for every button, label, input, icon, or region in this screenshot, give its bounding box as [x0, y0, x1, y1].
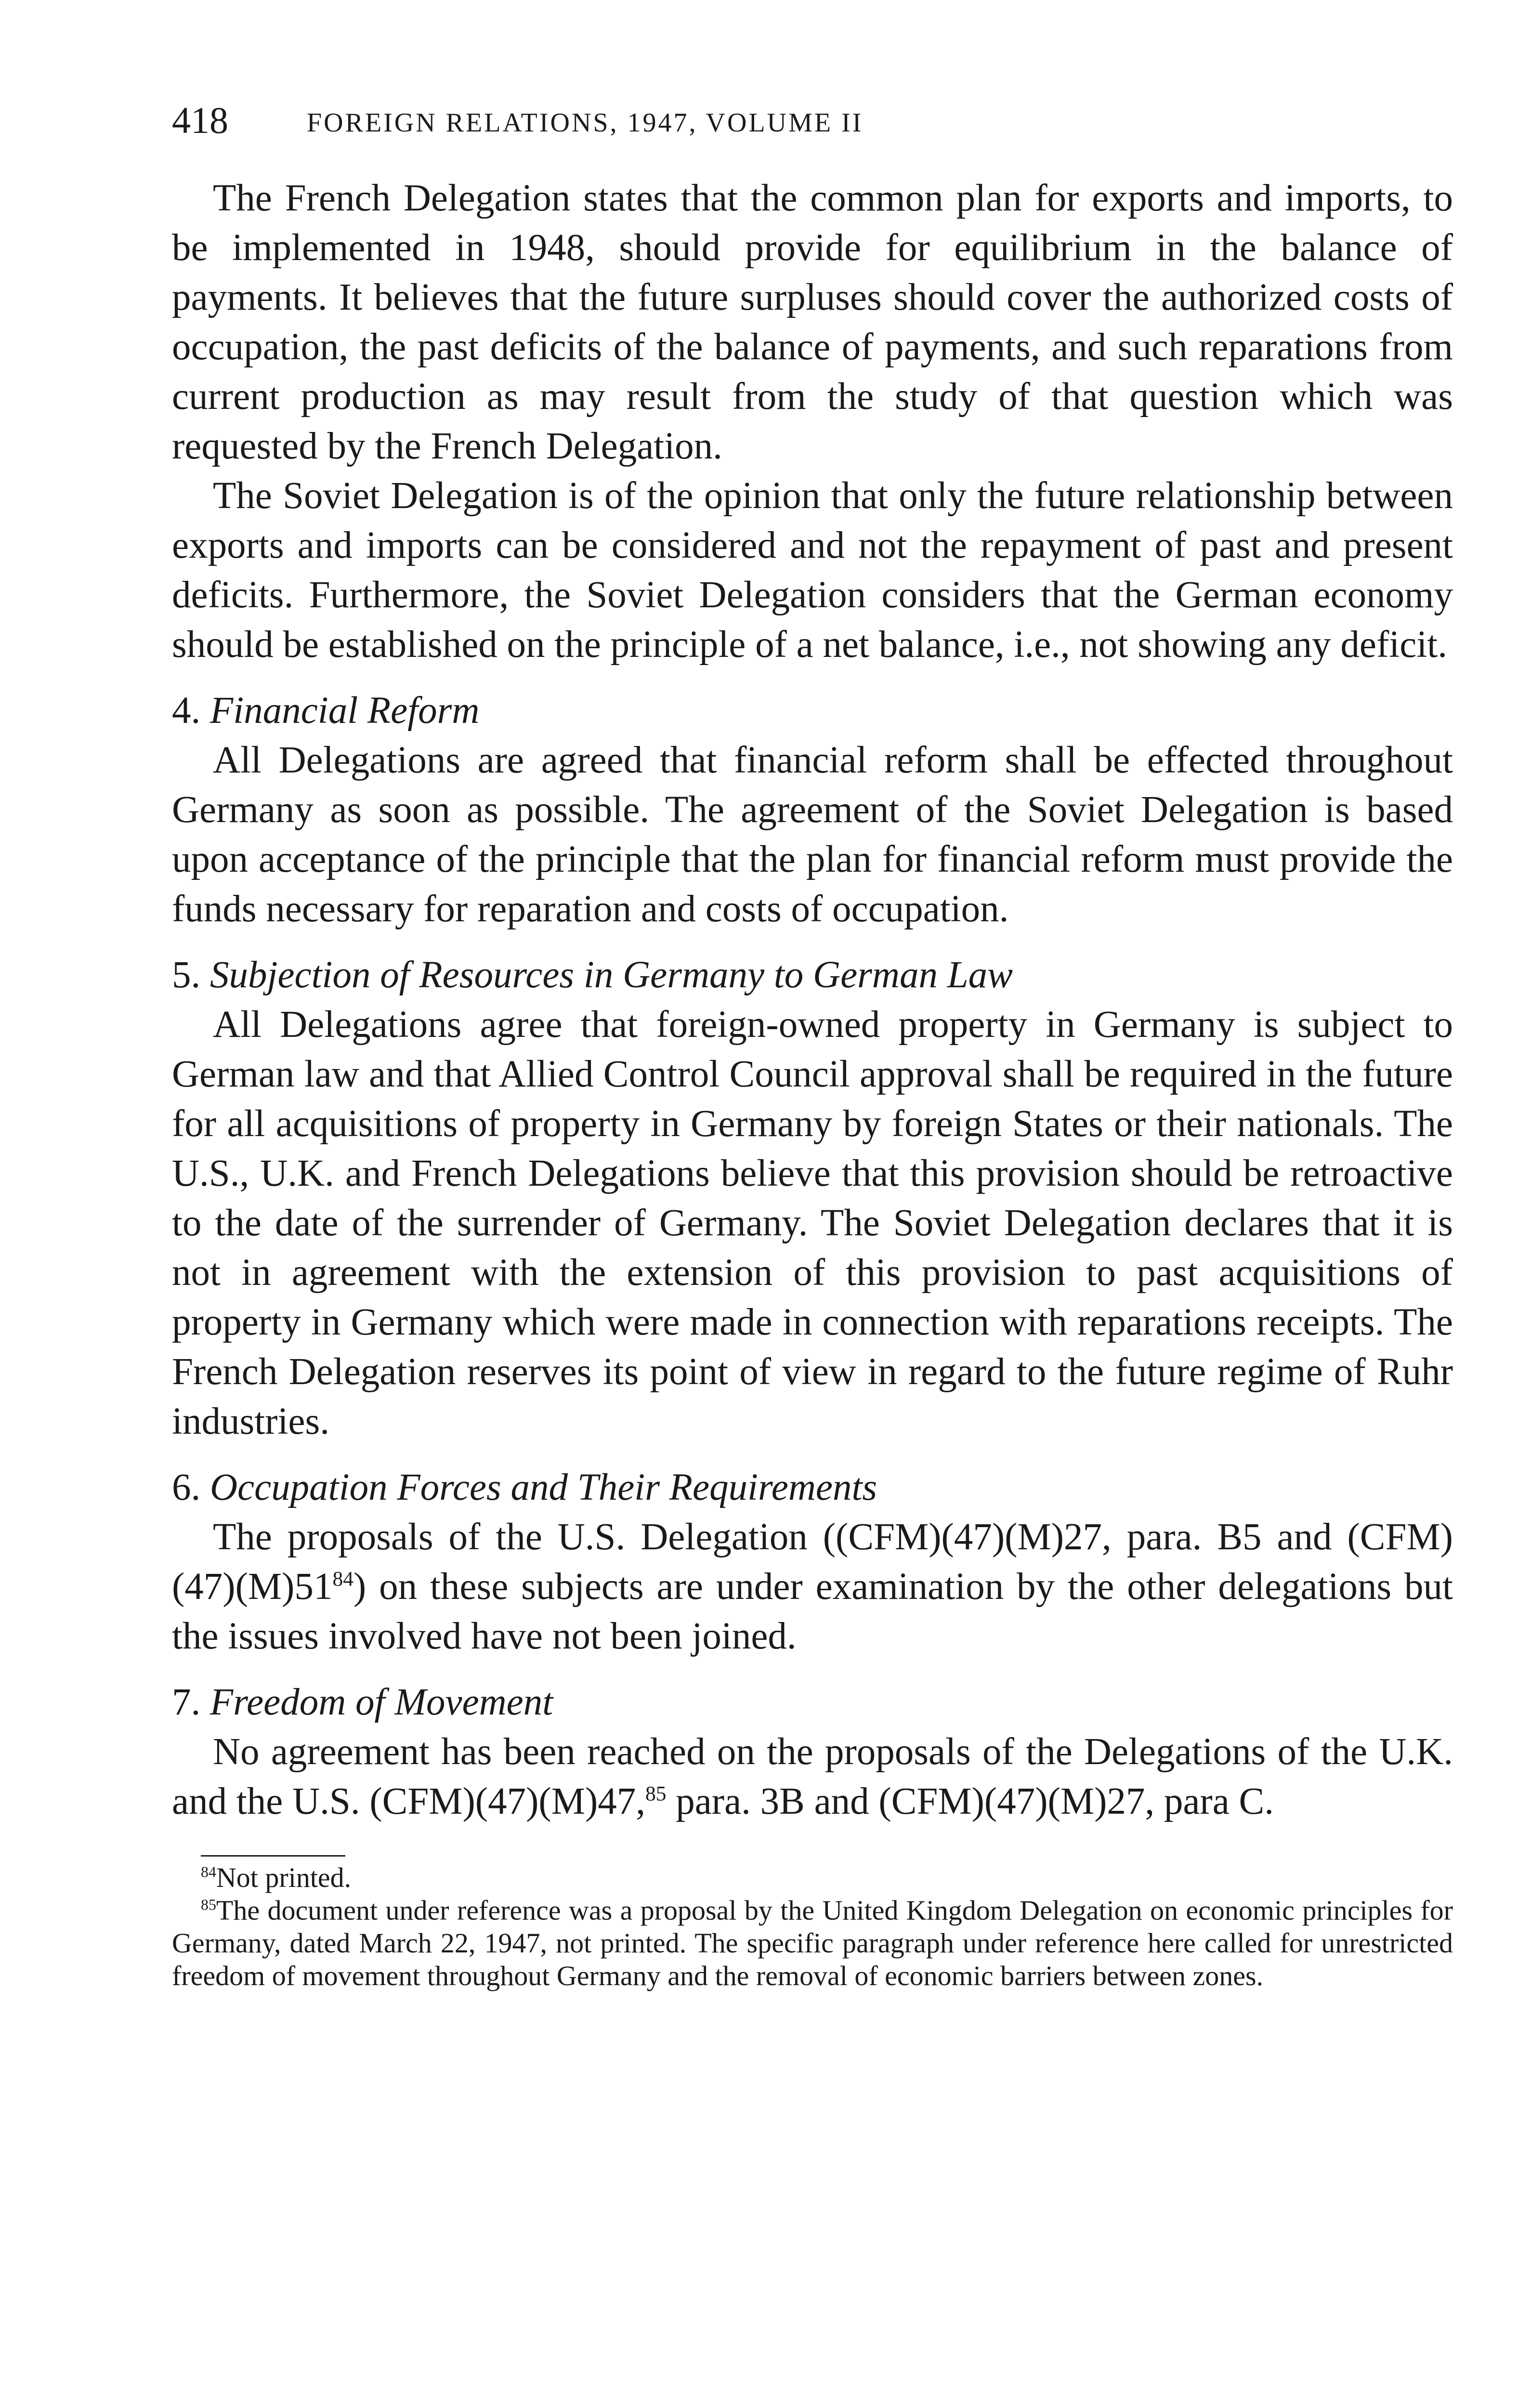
document-page	[172, 96, 1453, 1992]
section-number: 5.	[172, 954, 201, 996]
section-title: Freedom of Movement	[210, 1681, 553, 1723]
section-body-freedom-of-movement	[172, 1727, 1453, 1826]
footnote-marker: 84	[201, 1863, 216, 1881]
paragraph-french-delegation: The French Delegation states that the common plan for exports and imports, to be implemented in 1948, should provide for equilibrium in the balance of payments. It believes that the future surpluses should cover the authorized costs of occupation, the past deficits of the balance of payments, and such reparations from current production as may result from the study of that question which was requested by the French Delegation.	[172, 177, 1453, 467]
section-body-text: The proposals of the U.S. Delegation ((CFM)(47)(M)27, para. B5 and (CFM)(47)(M)51	[172, 1516, 1453, 1608]
section-number: 6.	[172, 1466, 201, 1508]
section-body-text: ) on these subjects are under examination by the other delegations but the issues involved have not been joined.	[172, 1566, 1453, 1657]
running-head	[172, 96, 1453, 149]
footnote-text: The document under reference was a proposal by the United Kingdom Delegation on economic principles for Germany, dated March 22, 1947, not printed. The specific paragraph under reference here called for unrestricted freedom of movement throughout Germany and the removal of economic barriers between zones.	[172, 1895, 1453, 1991]
section-body-subjection-of-resources: All Delegations agree that foreign-owned property in Germany is subject to German law and that Allied Control Council approval shall be required in the future for all acquisitions of property in Germany by foreign States or their nationals. The U.S., U.K. and French Delegations believe that this provision should be retroactive to the date of the surrender of Germany. The Soviet Delegation declares that it is not in agreement with the extension of this provision to past acquisitions of property in Germany which were made in connection with reparations receipts. The French Delegation reserves its point of view in regard to the future regime of Ruhr industries.	[172, 1004, 1453, 1442]
footnote-reference: 85	[645, 1782, 667, 1806]
paragraph-soviet-delegation: The Soviet Delegation is of the opinion that only the future relationship between exports and imports can be considered and not the repayment of past and present deficits. Furthermore, the Soviet Delegation considers that the German economy should be established on the principle of a net balance, i.e., not showing any deficit.	[172, 475, 1453, 666]
section-body-text: para. 3B and (CFM)(47)(M)27, para C.	[666, 1780, 1274, 1822]
footnote-text: Not printed.	[216, 1862, 352, 1893]
section-number: 7.	[172, 1681, 201, 1723]
running-title: FOREIGN RELATIONS, 1947, VOLUME II	[307, 108, 864, 138]
section-heading-freedom-of-movement	[172, 1677, 1453, 1727]
footnote-84	[172, 1861, 1453, 1894]
section-title: Occupation Forces and Their Requirements	[210, 1466, 877, 1508]
footnote-85	[172, 1894, 1453, 1992]
section-heading-subjection-of-resources	[172, 950, 1453, 1000]
footnote-marker: 85	[201, 1896, 216, 1913]
footnote-reference: 84	[332, 1567, 353, 1591]
section-body-text: No agreement has been reached on the proposals of the Delegations of the U.K. and the U.S. (CFM)(47)(M)47,	[172, 1731, 1453, 1822]
section-body-financial-reform: All Delegations are agreed that financial reform shall be effected throughout Germany as soon as possible. The agreement of the Soviet Delegation is based upon acceptance of the principle that the plan for financial reform must provide the funds necessary for reparation and costs of occupation.	[172, 739, 1453, 930]
section-body-occupation-forces	[172, 1512, 1453, 1661]
section-heading-occupation-forces	[172, 1463, 1453, 1512]
section-title: Subjection of Resources in Germany to German Law	[210, 954, 1013, 996]
page-number: 418	[172, 99, 228, 141]
section-number: 4.	[172, 690, 201, 732]
footnote-divider	[201, 1855, 345, 1857]
section-heading-financial-reform	[172, 686, 1453, 735]
section-title: Financial Reform	[210, 690, 480, 732]
